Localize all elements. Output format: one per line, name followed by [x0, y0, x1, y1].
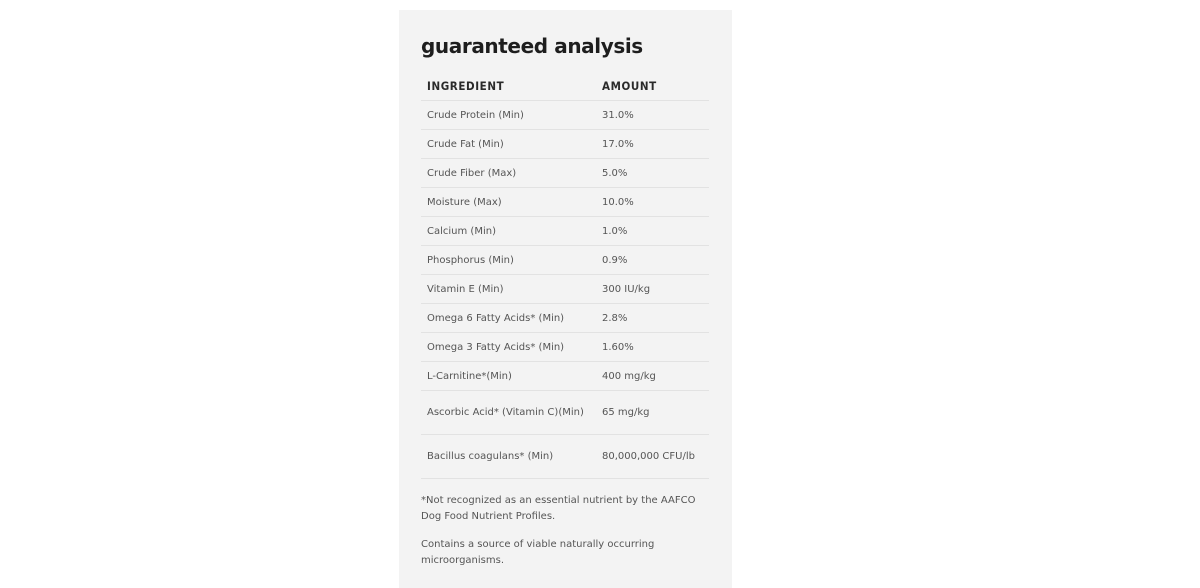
table-row — [421, 217, 709, 246]
amount-cell: 1.0% — [596, 217, 709, 246]
ingredient-cell: Ascorbic Acid* (Vitamin C)(Min) — [421, 391, 596, 435]
ingredient-cell: Bacillus coagulans* (Min) — [421, 435, 596, 479]
table-row — [421, 435, 709, 479]
table-row — [421, 130, 709, 159]
table-row — [421, 304, 709, 333]
amount-cell: 2.8% — [596, 304, 709, 333]
table-header-row — [421, 72, 709, 101]
table-row — [421, 246, 709, 275]
ingredient-cell: Crude Fat (Min) — [421, 130, 596, 159]
guaranteed-analysis-panel — [399, 10, 732, 588]
analysis-table — [421, 72, 709, 479]
ingredient-cell: Calcium (Min) — [421, 217, 596, 246]
ingredient-cell: Omega 3 Fatty Acids* (Min) — [421, 333, 596, 362]
amount-cell: 31.0% — [596, 101, 709, 130]
ingredient-cell: Omega 6 Fatty Acids* (Min) — [421, 304, 596, 333]
footnotes — [421, 493, 713, 569]
section-title: guaranteed analysis — [421, 34, 643, 58]
table-row — [421, 391, 709, 435]
amount-cell: 400 mg/kg — [596, 362, 709, 391]
amount-cell: 5.0% — [596, 159, 709, 188]
footnote-microorganisms: Contains a source of viable naturally occurring microorganisms. — [421, 539, 655, 566]
header-amount: AMOUNT — [596, 72, 709, 101]
ingredient-cell: L-Carnitine*(Min) — [421, 362, 596, 391]
amount-cell: 17.0% — [596, 130, 709, 159]
table-row — [421, 159, 709, 188]
ingredient-cell: Phosphorus (Min) — [421, 246, 596, 275]
amount-cell: 300 IU/kg — [596, 275, 709, 304]
table-row — [421, 362, 709, 391]
table-row — [421, 275, 709, 304]
footnote-aafco: *Not recognized as an essential nutrient by the AAFCO Dog Food Nutrient Profiles. — [421, 495, 696, 522]
table-row — [421, 101, 709, 130]
amount-cell: 80,000,000 CFU/lb — [596, 435, 709, 479]
ingredient-cell: Vitamin E (Min) — [421, 275, 596, 304]
table-row — [421, 188, 709, 217]
ingredient-cell: Moisture (Max) — [421, 188, 596, 217]
header-ingredient: INGREDIENT — [421, 72, 596, 101]
ingredient-cell: Crude Protein (Min) — [421, 101, 596, 130]
amount-cell: 1.60% — [596, 333, 709, 362]
table-row — [421, 333, 709, 362]
ingredient-cell: Crude Fiber (Max) — [421, 159, 596, 188]
amount-cell: 65 mg/kg — [596, 391, 709, 435]
amount-cell: 0.9% — [596, 246, 709, 275]
amount-cell: 10.0% — [596, 188, 709, 217]
